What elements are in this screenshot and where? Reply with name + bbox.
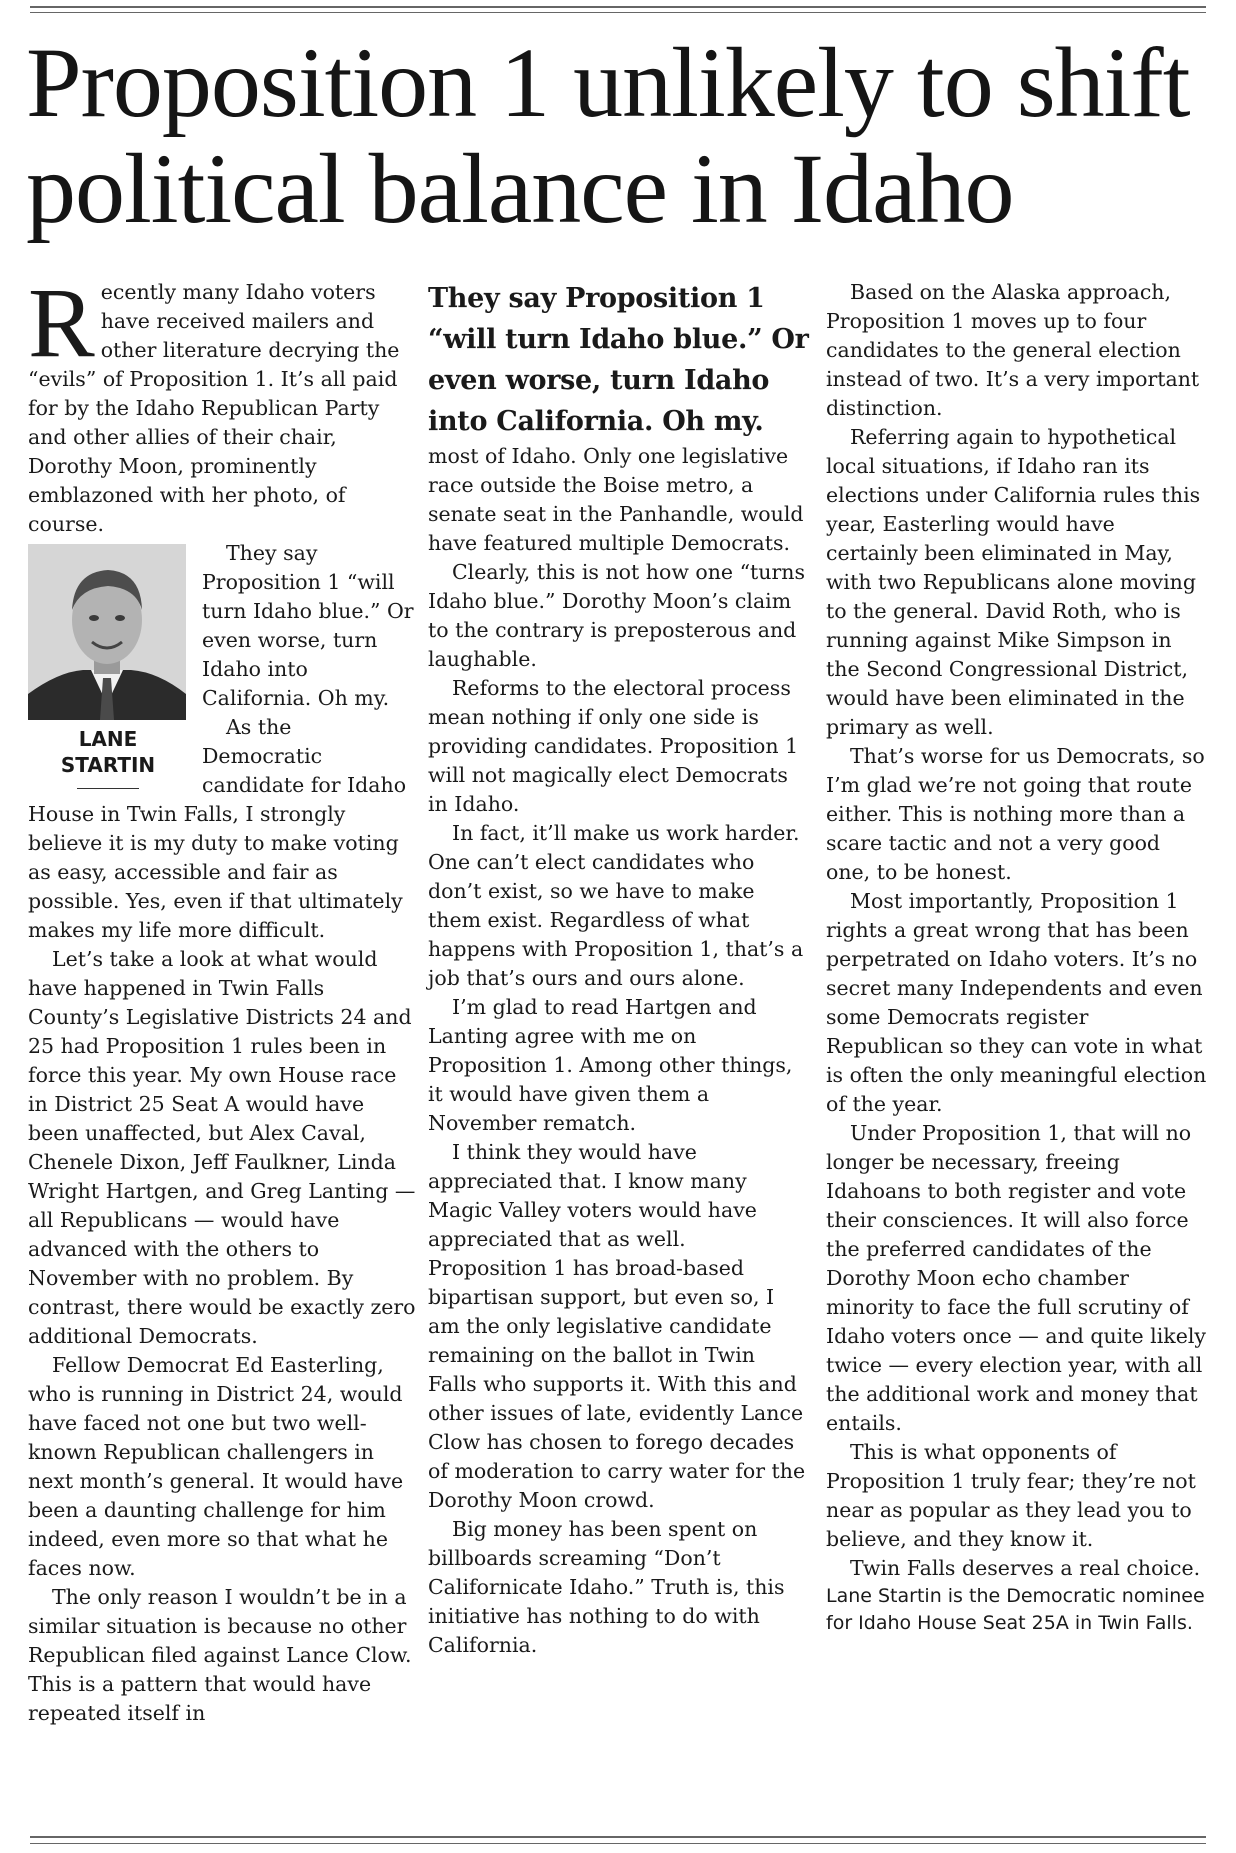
byline-rule: [77, 788, 139, 789]
article-column-1: [28, 267, 416, 1798]
paragraph: The only reason I wouldn’t be in a similar situation is because no other Republican filed against Lance Clow. This is a pattern that would have repeated itself in: [28, 1585, 412, 1725]
author-last-name: STARTIN: [60, 753, 156, 777]
headline: Proposition 1 unlikely to shift political balance in Idaho: [26, 27, 1190, 244]
top-rule-thin: [30, 12, 1206, 13]
article-column-3: [826, 278, 1210, 1637]
paragraph: Twin Falls deserves a real choice.: [850, 1556, 1201, 1580]
paragraph: Most importantly, Proposition 1 rights a great wrong that has been perpetrated on Idaho voters. It’s no secret many Independents and even some Democrats register Republican so they can vote in what is often the only meaningful election of the year.: [826, 889, 1207, 1116]
lead-paragraph: [28, 267, 416, 539]
author-tagline: Lane Startin is the Democratic nominee for Idaho House Seat 25A in Twin Falls.: [826, 1585, 1205, 1634]
drop-cap: R: [28, 267, 95, 378]
lead-text: ecently many Idaho voters have received mailers and other literature decrying the “evils” of Proposition 1. It’s all paid for by the Idaho Republican Party and other allies of their chair, Dorothy Moon, prominently emblazoned with her photo, of course.: [28, 280, 400, 536]
paragraph: I’m glad to read Hartgen and Lanting agree with me on Proposition 1. Among other things, it would have given them a November rematch.: [428, 995, 793, 1135]
paragraph: Let’s take a look at what would have happened in Twin Falls County’s Legislative Districts 24 and 25 had Proposition 1 rules been in force this year. My own House race in District 25 Seat A would have been unaffected, but Alex Caval, Chenele Dixon, Jeff Faulkner, Linda Wright Hartgen, and Greg Lanting — all Republicans — would have advanced with the others to November with no problem. By contrast, there would be exactly zero additional Democrats.: [28, 947, 416, 1348]
bottom-rule: [30, 1836, 1206, 1838]
paragraph: Under Proposition 1, that will no longer be necessary, freeing Idahoans to both register and vote their consciences. It will also force the preferred candidates of the Dorothy Moon echo chamber minority to face the full scrutiny of Idaho voters once — and quite likely twice — every election year, with all the additional work and money that entails.: [826, 1121, 1206, 1435]
paragraph: Big money has been spent on billboards screaming “Don’t Californicate Idaho.” Truth is, this initiative has nothing to do with California.: [428, 1517, 785, 1657]
author-photo-block: [28, 544, 188, 795]
pull-quote: They say Proposition 1 “will turn Idaho blue.” Or even worse, turn Idaho into California. Oh my.: [428, 283, 809, 437]
article-column-2: [428, 278, 810, 1660]
paragraph: Referring again to hypothetical local situations, if Idaho ran its elections under California rules this year, Easterling would have certainly been eliminated in May, with two Republicans alone moving to the general. David Roth, who is running against Mike Simpson in the Second Congressional District, would have been eliminated in the primary as well.: [826, 425, 1201, 739]
top-rule: [30, 6, 1206, 8]
paragraph: Clearly, this is not how one “turns Idaho blue.” Dorothy Moon’s claim to the contrary is preposterous and laughable.: [428, 560, 806, 671]
paragraph: This is what opponents of Proposition 1 truly fear; they’re not near as popular as they lead you to believe, and they know it.: [826, 1440, 1196, 1551]
paragraph: most of Idaho. Only one legislative race outside the Boise metro, a senate seat in the Panhandle, would have featured multiple Democrats.: [428, 444, 804, 555]
paragraph: Fellow Democrat Ed Easterling, who is running in District 24, would have faced not one but two well-known Republican challengers in next month’s general. It would have been a daunting challenge for him indeed, even more so that what he faces now.: [28, 1353, 404, 1580]
author-name: [28, 726, 188, 778]
paragraph: That’s worse for us Democrats, so I’m glad we’re not going that route either. This is nothing more than a scare tactic and not a very good one, to be honest.: [826, 744, 1205, 884]
paragraph: I think they would have appreciated that. I know many Magic Valley voters would have appreciated that as well. Proposition 1 has broad-based bipartisan support, but even so, I am the only legislative candidate remaining on the ballot in Twin Falls who supports it. With this and other issues of late, evidently Lance Clow has chosen to forego decades of moderation to carry water for the Dorothy Moon crowd.: [428, 1140, 806, 1512]
author-photo: [28, 544, 186, 720]
paragraph: They say Proposition 1 “will turn Idaho blue.” Or even worse, turn Idaho into California. Oh my.: [202, 541, 414, 710]
bottom-rule-thin: [30, 1843, 1206, 1844]
author-first-name: LANE: [78, 727, 138, 751]
paragraph: Based on the Alaska approach, Proposition 1 moves up to four candidates to the general election instead of two. It’s a very important distinction.: [826, 280, 1200, 420]
paragraph: As the Democratic candidate for Idaho House in Twin Falls, I strongly believe it is my duty to make voting as easy, accessible and fair as possible. Yes, even if that ultimately makes my life more difficult.: [28, 715, 407, 942]
paragraph: In fact, it’ll make us work harder. One can’t elect candidates who don’t exist, so we have to make them exist. Regardless of what happens with Proposition 1, that’s a job that’s ours and ours alone.: [428, 821, 804, 990]
paragraph: Reforms to the electoral process mean nothing if only one side is providing candidates. Proposition 1 will not magically elect Democrats in Idaho.: [428, 676, 799, 816]
